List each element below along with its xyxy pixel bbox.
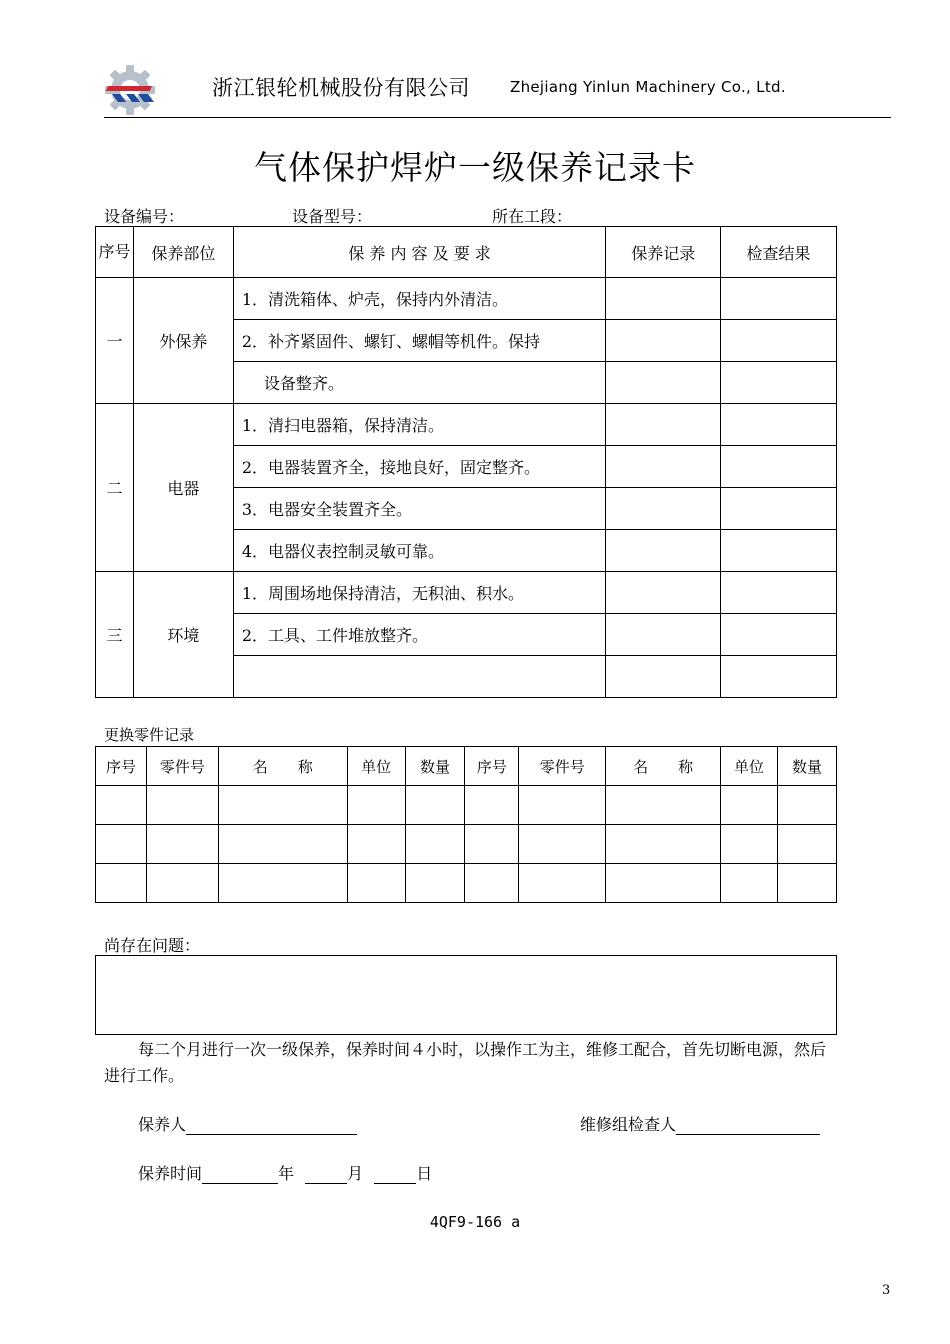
parts-cell[interactable] [218,864,347,903]
issues-box[interactable] [95,955,837,1035]
maintenance-item: 2．工具、工件堆放整齐。 [233,614,605,656]
parts-header-cell: 单位 [721,747,778,786]
maintenance-item: 1．清洗箱体、炉壳，保持内外清洁。 [233,278,605,320]
parts-header-cell: 名 称 [218,747,347,786]
parts-cell[interactable] [146,864,218,903]
maintenance-item: 2．补齐紧固件、螺钉、螺帽等机件。保持 [233,320,605,362]
parts-section-label: 更换零件记录 [104,726,195,744]
record-cell[interactable] [606,530,721,572]
page-number: 3 [882,1283,891,1298]
maintenance-item: 2．电器装置齐全，接地良好，固定整齐。 [233,446,605,488]
parts-cell[interactable] [146,825,218,864]
parts-header-cell: 名 称 [606,747,721,786]
header-part: 保养部位 [133,227,233,278]
parts-cell[interactable] [465,786,519,825]
result-cell[interactable] [721,656,837,698]
parts-header-cell: 零件号 [146,747,218,786]
result-cell[interactable] [721,572,837,614]
maintenance-item: 1．周围场地保持清洁，无积油、积水。 [233,572,605,614]
record-cell[interactable] [606,320,721,362]
result-cell[interactable] [721,362,837,404]
maintainer-signature-line[interactable] [186,1116,357,1135]
parts-cell[interactable] [519,864,606,903]
parts-header-cell: 零件号 [519,747,606,786]
parts-cell[interactable] [465,864,519,903]
parts-cell[interactable] [721,825,778,864]
section-part: 环境 [133,572,233,698]
month-label: 月 [347,1164,364,1183]
result-cell[interactable] [721,530,837,572]
record-cell[interactable] [606,572,721,614]
parts-table-header [96,747,837,786]
table-row [96,278,837,320]
maintenance-item: 4．电器仪表控制灵敏可靠。 [233,530,605,572]
day-label: 日 [416,1164,433,1183]
parts-header-cell: 序号 [465,747,519,786]
parts-table [95,746,837,903]
maintenance-note: 每二个月进行一次一级保养，保养时间４小时，以操作工为主，维修工配合，首先切断电源，然后进行工作。 [104,1040,827,1085]
maintenance-item-empty[interactable] [233,656,605,698]
record-cell[interactable] [606,656,721,698]
parts-header-cell: 单位 [347,747,405,786]
parts-cell[interactable] [405,825,465,864]
section-seq: 一 [96,278,134,404]
issues-label: 尚存在问题： [104,936,201,955]
parts-cell[interactable] [347,864,405,903]
parts-row [96,825,837,864]
year-field[interactable] [202,1165,278,1184]
result-cell[interactable] [721,614,837,656]
company-name-en: Zhejiang Yinlun Machinery Co., Ltd. [510,78,786,96]
header-seq: 序号 [96,227,134,278]
header-result: 检查结果 [721,227,837,278]
parts-row [96,864,837,903]
parts-cell[interactable] [606,864,721,903]
day-field[interactable] [374,1165,416,1184]
record-cell[interactable] [606,278,721,320]
maintenance-date [138,1161,432,1184]
parts-cell[interactable] [405,864,465,903]
section-part: 电器 [133,404,233,572]
maintenance-item: 3．电器安全装置齐全。 [233,488,605,530]
parts-header-cell: 数量 [778,747,837,786]
section-seq: 二 [96,404,134,572]
parts-cell[interactable] [606,825,721,864]
equipment-model-label: 设备型号： [292,207,373,226]
parts-cell[interactable] [606,786,721,825]
maintainer-label: 保养人 [138,1115,187,1134]
parts-cell[interactable] [721,786,778,825]
parts-cell[interactable] [96,864,147,903]
parts-cell[interactable] [778,864,837,903]
table-row [96,572,837,614]
year-label: 年 [278,1164,295,1183]
document-code: 4QF9-166 a [429,1213,521,1231]
parts-header-cell: 数量 [405,747,465,786]
result-cell[interactable] [721,278,837,320]
maintainer-signature [138,1112,357,1135]
record-cell[interactable] [606,488,721,530]
workshop-label: 所在工段： [492,207,573,226]
company-name-cn: 浙江银轮机械股份有限公司 [212,76,470,100]
inspector-label: 维修组检查人 [580,1115,677,1134]
parts-cell[interactable] [218,786,347,825]
parts-cell[interactable] [519,825,606,864]
section-part: 外保养 [133,278,233,404]
parts-cell[interactable] [778,825,837,864]
result-cell[interactable] [721,404,837,446]
maintenance-table-header [96,227,837,278]
table-row [96,404,837,446]
parts-cell[interactable] [778,786,837,825]
parts-header-cell: 序号 [96,747,147,786]
result-cell[interactable] [721,320,837,362]
month-field[interactable] [305,1165,347,1184]
parts-row [96,786,837,825]
inspector-signature-line[interactable] [676,1116,820,1135]
equipment-no-label: 设备编号： [104,207,185,226]
parts-cell[interactable] [347,786,405,825]
parts-cell[interactable] [218,825,347,864]
section-seq: 三 [96,572,134,698]
parts-cell[interactable] [465,825,519,864]
parts-cell[interactable] [519,786,606,825]
header-divider [104,117,891,118]
maintenance-table [95,226,837,698]
parts-cell[interactable] [721,864,778,903]
record-cell[interactable] [606,404,721,446]
header-content: 保 养 内 容 及 要 求 [233,227,605,278]
record-cell[interactable] [606,614,721,656]
parts-cell[interactable] [96,786,147,825]
parts-cell[interactable] [405,786,465,825]
maintenance-item-continued: 设备整齐。 [233,362,605,404]
parts-cell[interactable] [347,825,405,864]
parts-cell[interactable] [146,786,218,825]
result-cell[interactable] [721,488,837,530]
date-label: 保养时间 [138,1164,203,1183]
result-cell[interactable] [721,446,837,488]
record-cell[interactable] [606,362,721,404]
gear-logo-icon [104,64,156,116]
record-cell[interactable] [606,446,721,488]
page-title: 气体保护焊炉一级保养记录卡 [254,148,696,187]
header-record: 保养记录 [606,227,721,278]
maintenance-item: 1．清扫电器箱，保持清洁。 [233,404,605,446]
parts-cell[interactable] [96,825,147,864]
inspector-signature [580,1112,820,1135]
